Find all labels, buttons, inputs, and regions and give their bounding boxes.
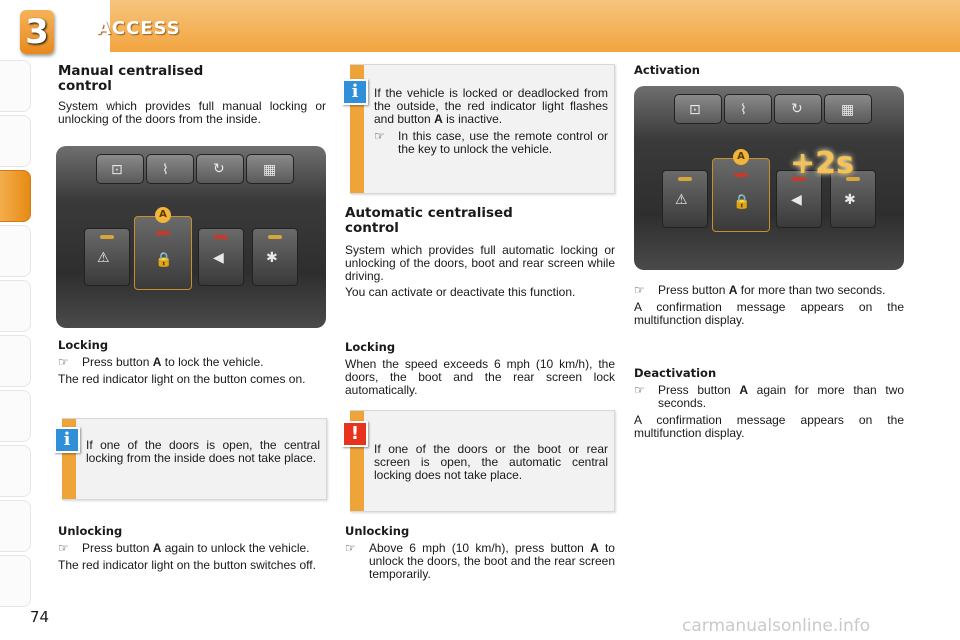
side-tab[interactable] — [0, 280, 31, 332]
button-key: A — [152, 355, 162, 369]
child-lock-icon: ✱ — [844, 191, 856, 207]
automatic-control-section — [345, 206, 615, 299]
info-text-part: is inactive. — [446, 112, 503, 126]
unlocking-step — [345, 542, 615, 581]
activation-steps — [634, 284, 904, 327]
side-tab[interactable] — [0, 500, 31, 552]
header-tab — [0, 0, 110, 52]
info-step — [374, 130, 608, 156]
side-tab[interactable] — [0, 335, 31, 387]
console-photo-activation — [634, 86, 904, 270]
unlocking-heading: Unlocking — [58, 524, 123, 538]
warning-icon: ! — [342, 421, 368, 447]
activation-heading-block — [634, 63, 904, 77]
central-locking-button[interactable] — [134, 209, 192, 290]
side-tab[interactable] — [0, 225, 31, 277]
warning-text: If one of the doors or the boot or rear screen is open, the automatic central locking does not take place. — [374, 442, 608, 482]
locking-text: When the speed exceeds 6 mph (10 km/h), the doors, the boot and the rear screen lock automatically. — [345, 357, 615, 397]
button-a-label: A — [733, 149, 749, 165]
info-text — [374, 87, 608, 126]
pointing-hand-icon: ☞ — [634, 383, 645, 397]
rear-defrost-icon: ⊡ — [111, 161, 123, 177]
unlocking-result: The red indicator light on the button switches off. — [58, 558, 316, 572]
step-text: Press button — [82, 541, 150, 555]
info-box-deadlock — [350, 64, 615, 194]
automatic-unlocking — [345, 524, 615, 581]
lock-icon: 🔒 — [733, 193, 751, 209]
pointing-hand-icon: ☞ — [58, 355, 69, 369]
step-text: Above 6 mph (10 km/h), press button — [369, 541, 584, 555]
locking-heading: Locking — [345, 340, 396, 354]
page-number: 74 — [30, 608, 50, 626]
step-text: again for more than two seconds. — [658, 383, 904, 410]
recirculation-icon: ↻ — [213, 160, 225, 176]
deactivation-step — [634, 384, 904, 410]
chapter-number: 3 — [25, 12, 49, 52]
step-text: Press button — [658, 283, 726, 297]
recirculation-icon: ↻ — [791, 100, 803, 116]
side-tab[interactable] — [0, 445, 31, 497]
locking-heading: Locking — [58, 338, 109, 352]
alarm-off-icon: ◀ — [213, 249, 224, 265]
deactivation-steps — [634, 366, 904, 440]
manual-locking — [58, 338, 326, 386]
lock-icon: 🔒 — [155, 251, 173, 267]
windscreen-demist-icon: ⌇ — [740, 101, 747, 117]
section-intro: System which provides full automatic locking or unlocking of the doors, boot and rear screen while driving. — [345, 243, 615, 283]
button-key: A — [728, 283, 738, 297]
deactivation-result: A confirmation message appears on the multifunction display. — [634, 413, 904, 440]
locking-result: The red indicator light on the button comes on. — [58, 372, 306, 386]
step-text: for more than two seconds. — [740, 283, 886, 297]
button-key: A — [152, 541, 162, 555]
info-text-part: If the vehicle is locked or deadlocked from the outside, the red indicator light flashes and button — [374, 86, 608, 126]
step-text: to lock the vehicle. — [164, 355, 264, 369]
step-text: Press button — [82, 355, 150, 369]
side-tab[interactable] — [0, 60, 31, 112]
rear-screen-heat-icon: ▦ — [841, 101, 855, 117]
console-photo-manual — [56, 146, 326, 328]
pointing-hand-icon: ☞ — [58, 541, 69, 555]
info-icon: i — [54, 427, 80, 453]
side-tab-active[interactable] — [0, 170, 31, 222]
side-tab[interactable] — [0, 115, 31, 167]
chapter-badge — [20, 10, 54, 54]
side-tab[interactable] — [0, 555, 31, 607]
central-locking-button[interactable] — [712, 151, 770, 232]
pointing-hand-icon: ☞ — [345, 541, 356, 555]
step-text: to unlock the doors, the boot and the rear screen temporarily. — [369, 541, 615, 581]
info-box-open-door — [62, 418, 327, 500]
watermark: carmanualsonline.info — [682, 616, 871, 636]
step-text: again to unlock the vehicle. — [164, 541, 310, 555]
button-key: A — [739, 383, 749, 397]
activation-step — [634, 284, 904, 297]
activation-result: A confirmation message appears on the multifunction display. — [634, 300, 904, 327]
automatic-locking — [345, 340, 615, 397]
pointing-hand-icon: ☞ — [374, 129, 385, 143]
unlocking-step — [58, 542, 326, 555]
unlocking-heading: Unlocking — [345, 524, 410, 538]
section-intro-2: You can activate or deactivate this function. — [345, 285, 576, 299]
side-tab[interactable] — [0, 390, 31, 442]
info-text: If one of the doors is open, the central locking from the inside does not take place. — [86, 438, 320, 465]
rear-defrost-icon: ⊡ — [689, 101, 701, 117]
activation-heading: Activation — [634, 63, 700, 77]
esp-off-icon: ⚠ — [97, 249, 110, 265]
section-title: Automatic centralised control — [345, 205, 513, 236]
info-icon: i — [342, 79, 368, 105]
esp-off-icon: ⚠ — [675, 191, 688, 207]
button-key: A — [590, 541, 599, 555]
rear-screen-heat-icon: ▦ — [263, 161, 277, 177]
button-key: A — [434, 112, 443, 126]
locking-step — [58, 356, 326, 369]
warning-box-open-door — [350, 410, 615, 512]
chapter-title: ACCESS — [97, 18, 181, 39]
manual-unlocking — [58, 524, 326, 572]
info-content — [374, 87, 608, 156]
deactivation-heading: Deactivation — [634, 366, 717, 380]
step-text: In this case, use the remote control or the key to unlock the vehicle. — [398, 129, 608, 156]
step-text: Press button — [658, 383, 731, 397]
windscreen-demist-icon: ⌇ — [162, 161, 169, 177]
pointing-hand-icon: ☞ — [634, 283, 645, 297]
alarm-off-icon: ◀ — [791, 191, 802, 207]
chapter-side-tabs — [0, 60, 36, 610]
button-a-label: A — [155, 207, 171, 223]
section-title: Manual centralised control — [58, 63, 204, 94]
hold-two-seconds-label: +2s — [790, 146, 854, 181]
section-intro: System which provides full manual locking or unlocking of the doors from the inside. — [58, 99, 326, 126]
manual-control-section — [58, 64, 326, 126]
child-lock-icon: ✱ — [266, 249, 278, 265]
